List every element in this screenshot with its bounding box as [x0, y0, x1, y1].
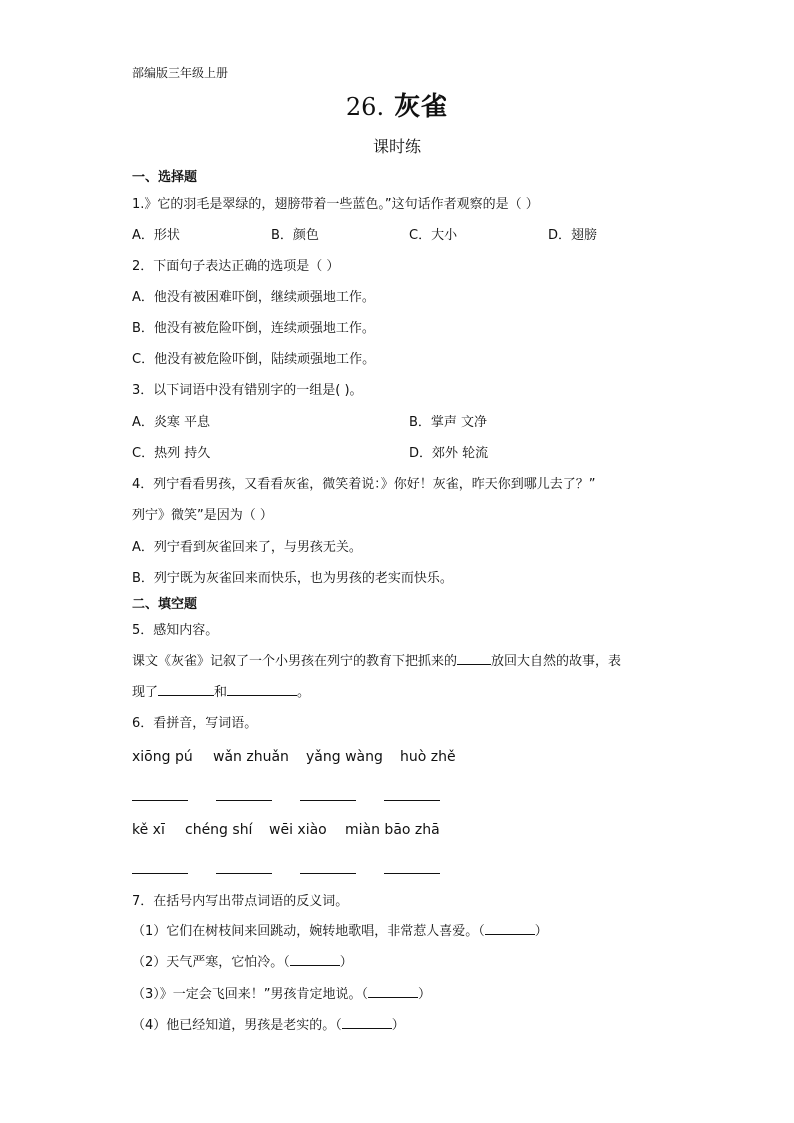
pinyin-2: wǎn zhuǎn [213, 749, 289, 765]
q7-item-2-text: （2）天气严寒，它怕冷。 [132, 955, 284, 970]
q3-option-a: A．炎寒 平息 [132, 415, 211, 430]
q7-item-3-text: （3）》一定会飞回来！”男孩肯定地说。 [132, 987, 362, 1002]
q5-line-2 [132, 681, 310, 700]
q7-item-4-text: （4）他已经知道，男孩是老实的。 [132, 1018, 336, 1033]
q5-line-1 [132, 650, 621, 669]
q2-option-a: A．他没有被困难吓倒，继续顽强地工作。 [132, 290, 375, 305]
q7-blank-1[interactable] [485, 922, 535, 935]
answer-line-8[interactable] [384, 873, 440, 874]
q4-option-a: A．列宁看到灰雀回来了，与男孩无关。 [132, 540, 362, 555]
pinyin-7: wēi xiào [269, 822, 327, 838]
question-2: 2．下面句子表达正确的选项是（ ） [132, 259, 340, 274]
pinyin-3: yǎng wàng [306, 749, 383, 765]
answer-line-2[interactable] [216, 800, 272, 801]
pinyin-5: kě xī [132, 822, 165, 838]
q7-blank-2[interactable] [290, 953, 340, 966]
answer-line-4[interactable] [384, 800, 440, 801]
pinyin-1: xiōng pú [132, 749, 193, 765]
q2-option-c: C．他没有被危险吓倒，陆续顽强地工作。 [132, 352, 376, 367]
answer-line-1[interactable] [132, 800, 188, 801]
lesson-title [0, 86, 794, 123]
q1-option-d: D．翅膀 [548, 228, 598, 243]
grade-label: 部编版三年级上册 [132, 66, 229, 80]
answer-line-5[interactable] [132, 873, 188, 874]
q7-item-1-text: （1）它们在树枝间来回跳动，婉转地歌唱，非常惹人喜爱。 [132, 924, 479, 939]
q5-text-b: 放回大自然的故事，表 [491, 654, 622, 669]
section-heading-fill: 二、填空题 [132, 597, 198, 612]
q5-text-d: 和 [214, 685, 228, 700]
q2-option-b: B．他没有被危险吓倒，连续顽强地工作。 [132, 321, 375, 336]
q3-option-b: B．掌声 文净 [409, 415, 488, 430]
q5-text-c: 现了 [132, 685, 159, 700]
q3-option-c: C．热列 持久 [132, 446, 211, 461]
q5-blank-1[interactable] [457, 652, 491, 665]
q7-blank-3[interactable] [368, 985, 418, 998]
q4-option-b: B．列宁既为灰雀回来而快乐，也为男孩的老实而快乐。 [132, 571, 453, 586]
q5-blank-3[interactable] [227, 683, 297, 696]
pinyin-6: chéng shí [185, 822, 253, 838]
q7-item-2: （2）天气严寒，它怕冷。（ ） [132, 955, 353, 970]
q1-option-a: A．形状 [132, 228, 180, 243]
question-1: 1.》它的羽毛是翠绿的，翅膀带着一些蓝色。”这句话作者观察的是（ ） [132, 197, 539, 212]
answer-line-7[interactable] [300, 873, 356, 874]
lesson-number: 26. [345, 93, 385, 121]
section-heading-choice: 一、选择题 [132, 170, 198, 185]
lesson-title-text: 灰雀 [394, 92, 449, 122]
q5-text-e: 。 [297, 685, 311, 700]
answer-line-3[interactable] [300, 800, 356, 801]
q3-option-d: D．郊外 轮流 [409, 446, 489, 461]
q7-item-1: （1）它们在树枝间来回跳动，婉转地歌唱，非常惹人喜爱。（ ） [132, 924, 548, 939]
pinyin-8: miàn bāo zhā [345, 822, 440, 838]
q7-item-4: （4）他已经知道，男孩是老实的。（ ） [132, 1018, 405, 1033]
question-7: 7．在括号内写出带点词语的反义词。 [132, 894, 349, 909]
question-4: 4．列宁看看男孩，又看看灰雀，微笑着说：》你好！灰雀，昨天你到哪儿去了？” [132, 477, 596, 492]
q1-option-b: B．颜色 [271, 228, 319, 243]
question-3: 3．以下词语中没有错别字的一组是( )。 [132, 383, 363, 398]
question-4-prompt: 列宁》微笑”是因为（ ） [132, 508, 273, 523]
subtitle: 课时练 [372, 137, 421, 156]
q5-text-a: 课文《灰雀》记叙了一个小男孩在列宁的教育下把抓来的 [132, 654, 458, 669]
question-5: 5．感知内容。 [132, 623, 219, 638]
pinyin-4: huò zhě [400, 749, 456, 765]
q1-option-c: C．大小 [409, 228, 458, 243]
q5-blank-2[interactable] [158, 683, 214, 696]
q7-item-3: （3）》一定会飞回来！”男孩肯定地说。（ ） [132, 987, 432, 1002]
question-6: 6．看拼音，写词语。 [132, 716, 258, 731]
answer-line-6[interactable] [216, 873, 272, 874]
q7-blank-4[interactable] [342, 1016, 392, 1029]
